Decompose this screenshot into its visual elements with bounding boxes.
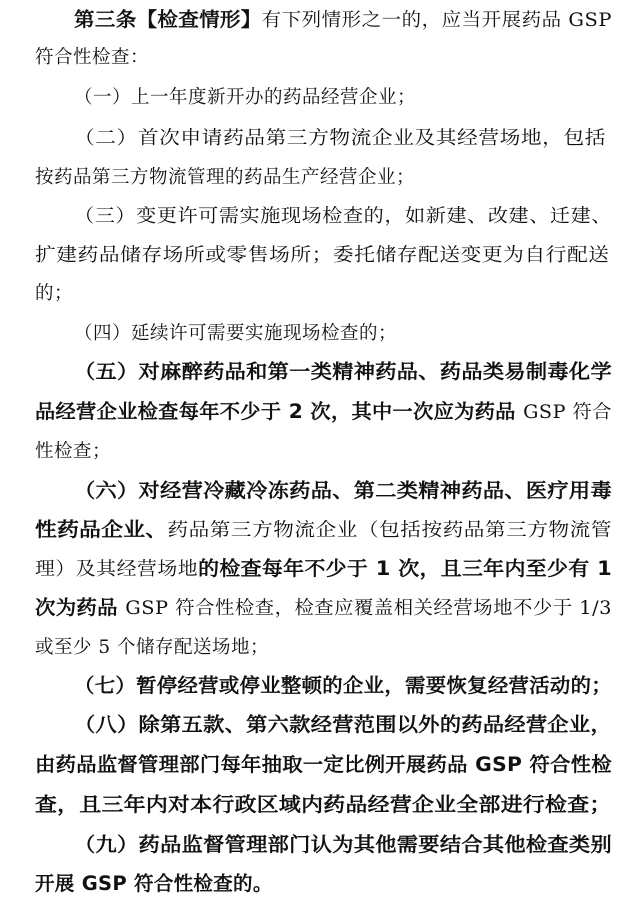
text-segment: （一）上一年度新开办的药品经营企业； xyxy=(74,87,417,108)
text-line xyxy=(0,705,640,745)
bold-text-segment: 开展 GSP 符合性检查的。 xyxy=(35,872,273,895)
text-segment: 或至少 5 个储存配送场地； xyxy=(35,637,270,658)
text-segment: 药品第三方物流企业（包括按药品第三方物流管 xyxy=(167,520,613,541)
text-line xyxy=(0,825,640,865)
bold-text-segment: （七）暂停经营或停业整顿的企业，需要恢复经营活动的； xyxy=(74,674,612,697)
text-segment: （三）变更许可需实施现场检查的，如新建、改建、迁建、 xyxy=(74,206,612,227)
text-line xyxy=(0,785,640,825)
bold-text-segment: 次为药品 xyxy=(35,596,126,619)
text-line xyxy=(0,745,640,785)
text-line xyxy=(0,37,640,77)
text-segment: 的； xyxy=(35,283,74,304)
text-line xyxy=(0,666,640,706)
text-segment: （二）首次申请药品第三方物流企业及其经营场地，包括 xyxy=(74,128,607,149)
text-line xyxy=(0,392,640,432)
text-segment: 按药品第三方物流管理的药品生产经营企业； xyxy=(35,167,416,188)
text-line xyxy=(0,0,640,40)
bold-text-segment: 查，且三年内对本行政区域内药品经营企业全部进行检查； xyxy=(35,793,612,816)
bold-text-segment: （六）对经营冷藏冷冻药品、第二类精神药品、医疗用毒 xyxy=(74,479,612,502)
bold-text-segment: 的检查每年不少于 1 次，且三年内至少有 1 xyxy=(198,557,612,580)
text-segment: 性检查； xyxy=(35,441,112,462)
text-segment: 有下列情形之一的，应当开展药品 GSP xyxy=(261,10,612,31)
text-line xyxy=(0,549,640,589)
text-line xyxy=(0,588,640,628)
text-line xyxy=(0,864,640,904)
text-line xyxy=(0,627,640,667)
text-line xyxy=(0,157,640,197)
text-line xyxy=(0,313,640,353)
text-line xyxy=(0,196,640,236)
text-line xyxy=(0,471,640,511)
text-segment: 符合性检查： xyxy=(35,47,150,68)
text-line xyxy=(0,77,640,117)
bold-text-segment: 性药品企业、 xyxy=(35,518,168,541)
bold-text-segment: （五）对麻醉药品和第一类精神药品、药品类易制毒化学 xyxy=(74,360,612,383)
text-segment: 扩建药品储存场所或零售场所；委托储存配送变更为自行配送 xyxy=(35,245,610,266)
text-line xyxy=(0,235,640,275)
text-line xyxy=(0,510,640,550)
text-line xyxy=(0,352,640,392)
text-line xyxy=(0,273,640,313)
text-line xyxy=(0,431,640,471)
bold-text-segment: （八）除第五款、第六款经营范围以外的药品经营企业， xyxy=(74,713,612,736)
text-segment: （四）延续许可需要实施现场检查的； xyxy=(74,323,398,344)
text-segment: GSP 符合性检查，检查应覆盖相关经营场地不少于 1/3 xyxy=(125,598,613,619)
text-line xyxy=(0,118,640,158)
bold-text-segment: 品经营企业检查每年不少于 2 次，其中一次应为药品 xyxy=(35,400,524,423)
text-segment: 理）及其经营场地 xyxy=(35,559,199,580)
text-segment: GSP 符合 xyxy=(523,402,613,423)
bold-text-segment: 第三条【检查情形】 xyxy=(74,8,262,31)
bold-text-segment: 由药品监督管理部门每年抽取一定比例开展药品 GSP 符合性检 xyxy=(35,753,612,776)
bold-text-segment: （九）药品监督管理部门认为其他需要结合其他检查类别 xyxy=(74,833,612,856)
